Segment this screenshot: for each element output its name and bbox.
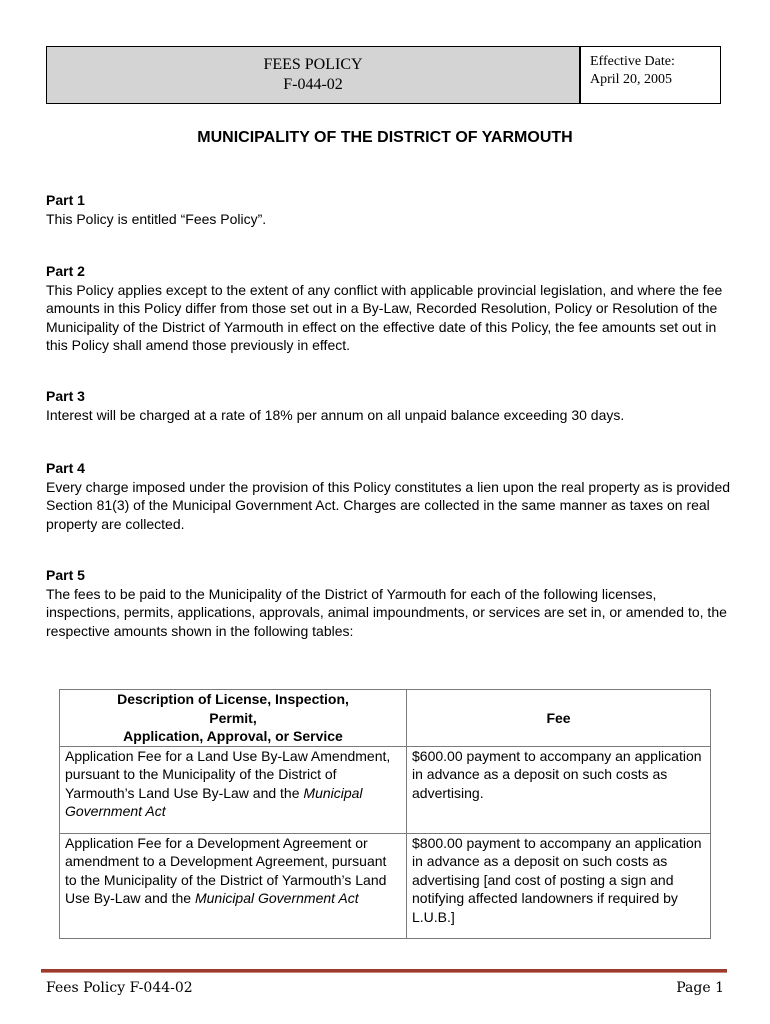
policy-title-cell <box>47 47 581 103</box>
part-text: This Policy is entitled “Fees Policy”. <box>46 210 267 227</box>
policy-name: FEES POLICY <box>263 56 363 73</box>
footer-document-id: Fees Policy F-044-02 <box>46 980 193 996</box>
part-4 <box>46 459 731 533</box>
part-3 <box>46 387 731 424</box>
header-desc-line: Permit, <box>209 709 257 726</box>
document-title: MUNICIPALITY OF THE DISTRICT OF YARMOUTH <box>197 129 573 146</box>
part-heading: Part 5 <box>46 567 85 583</box>
part-heading: Part 4 <box>46 460 85 476</box>
description-cell <box>60 833 407 938</box>
description-italic-text: Municipal Government Act <box>65 784 363 819</box>
effective-date-value: April 20, 2005 <box>590 72 673 87</box>
part-heading: Part 3 <box>46 388 85 404</box>
header-desc-line: Application, Approval, or Service <box>123 728 343 744</box>
part-2 <box>46 262 731 355</box>
part-1 <box>46 191 731 228</box>
effective-date-cell <box>581 47 720 103</box>
fee-column-header: Fee <box>407 690 711 747</box>
policy-header-box <box>46 46 721 104</box>
description-text: Application Fee for a Development Agreement or amendment to a Development Agreement, pursuant to the Municipality of the District of Yarmouth’s Land Use By-Law and the <box>65 834 387 906</box>
footer-divider <box>41 969 727 973</box>
part-5 <box>46 566 731 640</box>
effective-date-label: Effective Date: <box>590 54 675 69</box>
fee-cell: $600.00 payment to accompany an application in advance as a deposit on such costs as advertising. <box>407 746 711 833</box>
header-desc-line: Description of License, Inspection, <box>117 691 349 707</box>
fee-table <box>59 689 711 939</box>
description-text: Application Fee for a Land Use By-Law Amendment, pursuant to the Municipality of the District of Yarmouth’s Land Use By-Law and the <box>65 747 391 801</box>
table-header-row <box>60 690 711 747</box>
description-column-header <box>60 690 407 747</box>
part-heading: Part 2 <box>46 263 85 279</box>
part-text: This Policy applies except to the extent of any conflict with applicable provincial legislation, and where the fee amounts in this Policy differ from those set out in a By-Law, Recorded Resolution, Policy or Resolution of the Municipality of the District of Yarmouth in effect on the effective date of this Policy, the fee amounts set out in this Policy shall amend those previously in effect. <box>46 281 723 353</box>
table-row <box>60 746 711 833</box>
part-text: Every charge imposed under the provision of this Policy constitutes a lien upon the real property as is provided Section 81(3) of the Municipal Government Act. Charges are collected in the same manner as taxes on real property are collected. <box>46 478 731 532</box>
description-cell <box>60 746 407 833</box>
description-italic-text: Municipal Government Act <box>194 890 359 906</box>
part-text: Interest will be charged at a rate of 18% per annum on all unpaid balance exceeding 30 days. <box>46 406 625 423</box>
footer-page-number: Page 1 <box>676 980 724 996</box>
part-text: The fees to be paid to the Municipality of the District of Yarmouth for each of the following licenses, inspections, permits, applications, approvals, animal impoundments, or services are set in, or amended to, the respective amounts shown in the following tables: <box>46 585 727 639</box>
policy-number: F-044-02 <box>283 76 343 93</box>
table-row <box>60 833 711 938</box>
part-heading: Part 1 <box>46 192 85 208</box>
fee-cell: $800.00 payment to accompany an application in advance as a deposit on such costs as advertising [and cost of posting a sign and notifying affected landowners if required by L.U.B.] <box>407 833 711 938</box>
